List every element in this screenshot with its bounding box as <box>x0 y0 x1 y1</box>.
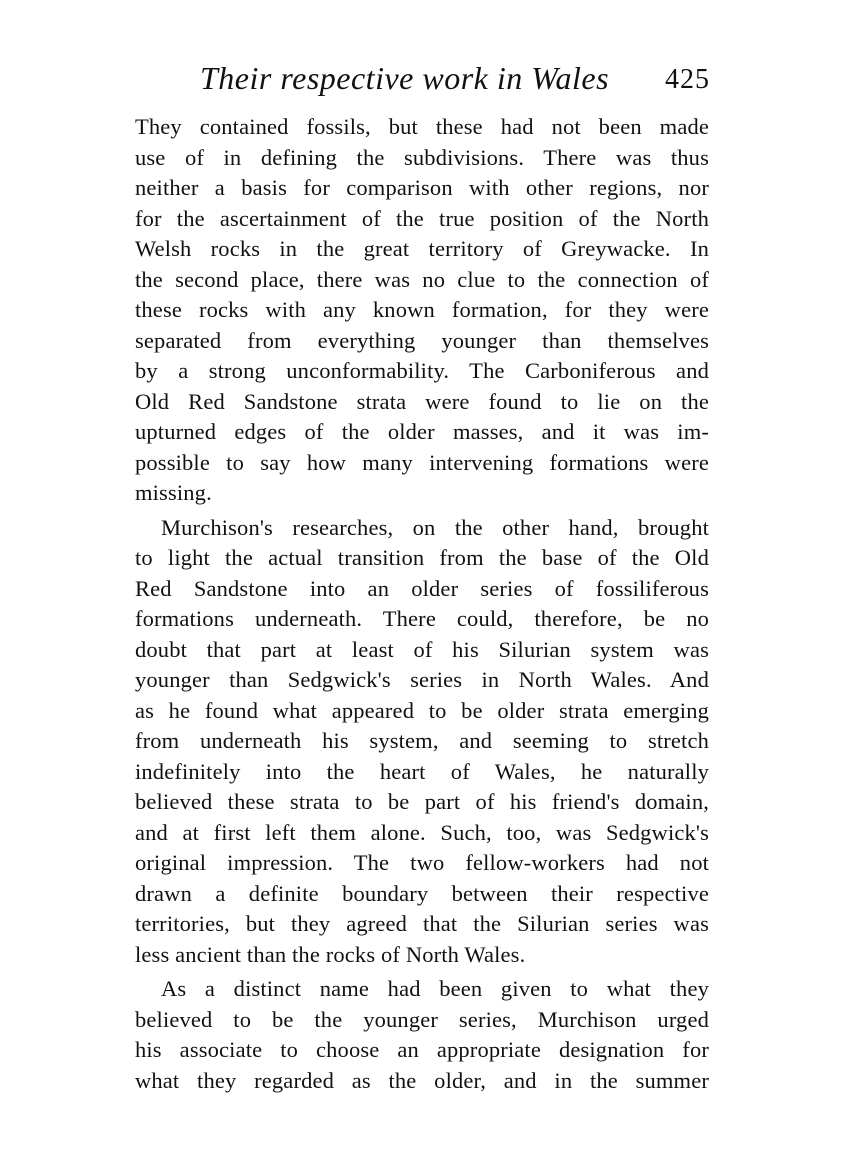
text-line: They contained fossils, but these had not been made <box>135 114 709 139</box>
text-line: drawn a definite boundary between their respective <box>135 880 709 906</box>
text-line: what they regarded as the older, and in the summer <box>135 1067 709 1093</box>
text-line: believed to be the younger series, Murchison urged <box>135 1006 709 1032</box>
paragraph-2 <box>135 513 709 971</box>
paragraph-3 <box>135 974 709 1096</box>
text-line: these rocks with any known formation, for they were <box>135 297 709 322</box>
running-head <box>200 56 710 100</box>
text-line: for the ascertainment of the true position of the North <box>135 205 709 231</box>
text-line: territories, but they agreed that the Silurian series was <box>135 911 709 936</box>
text-line: missing. <box>135 480 212 505</box>
text-line: by a strong unconformability. The Carboniferous and <box>135 358 709 383</box>
text-line: Red Sandstone into an older series of fossiliferous <box>135 575 709 601</box>
text-line: less ancient than the rocks of North Wales. <box>135 941 526 967</box>
text-line: Murchison's researches, on the other hand, brought <box>161 514 709 540</box>
text-line: his associate to choose an appropriate designation for <box>135 1037 709 1062</box>
text-line: possible to say how many intervening formations were <box>135 449 709 475</box>
text-line: As a distinct name had been given to what they <box>161 976 709 1001</box>
text-line: believed these strata to be part of his friend's domain, <box>135 789 709 814</box>
text-line: original impression. The two fellow-workers had not <box>135 850 709 875</box>
text-line: the second place, there was no clue to the connection of <box>135 266 709 292</box>
text-line: Welsh rocks in the great territory of Greywacke. In <box>135 236 709 261</box>
running-title: Their respective work in Wales <box>200 60 610 96</box>
text-line: Old Red Sandstone strata were found to lie on the <box>135 388 709 414</box>
text-line: separated from everything younger than themselves <box>135 327 709 353</box>
text-line: from underneath his system, and seeming to stretch <box>135 728 709 753</box>
text-line: formations underneath. There could, therefore, be no <box>135 606 709 631</box>
text-line: upturned edges of the older masses, and it was im- <box>135 419 709 444</box>
text-line: to light the actual transition from the base of the Old <box>135 545 709 570</box>
text-line: doubt that part at least of his Silurian system was <box>135 636 709 662</box>
text-line: indefinitely into the heart of Wales, he naturally <box>135 758 709 784</box>
text-line: use of in defining the subdivisions. There was thus <box>135 144 709 170</box>
text-line: younger than Sedgwick's series in North Wales. And <box>135 667 709 692</box>
body-text <box>135 112 709 1096</box>
text-line: as he found what appeared to be older strata emerging <box>135 697 709 723</box>
paragraph-1 <box>135 112 709 509</box>
page-number: 425 <box>665 64 710 95</box>
text-line: and at first left them alone. Such, too, was Sedgwick's <box>135 819 709 845</box>
text-line: neither a basis for comparison with other regions, nor <box>135 175 709 200</box>
